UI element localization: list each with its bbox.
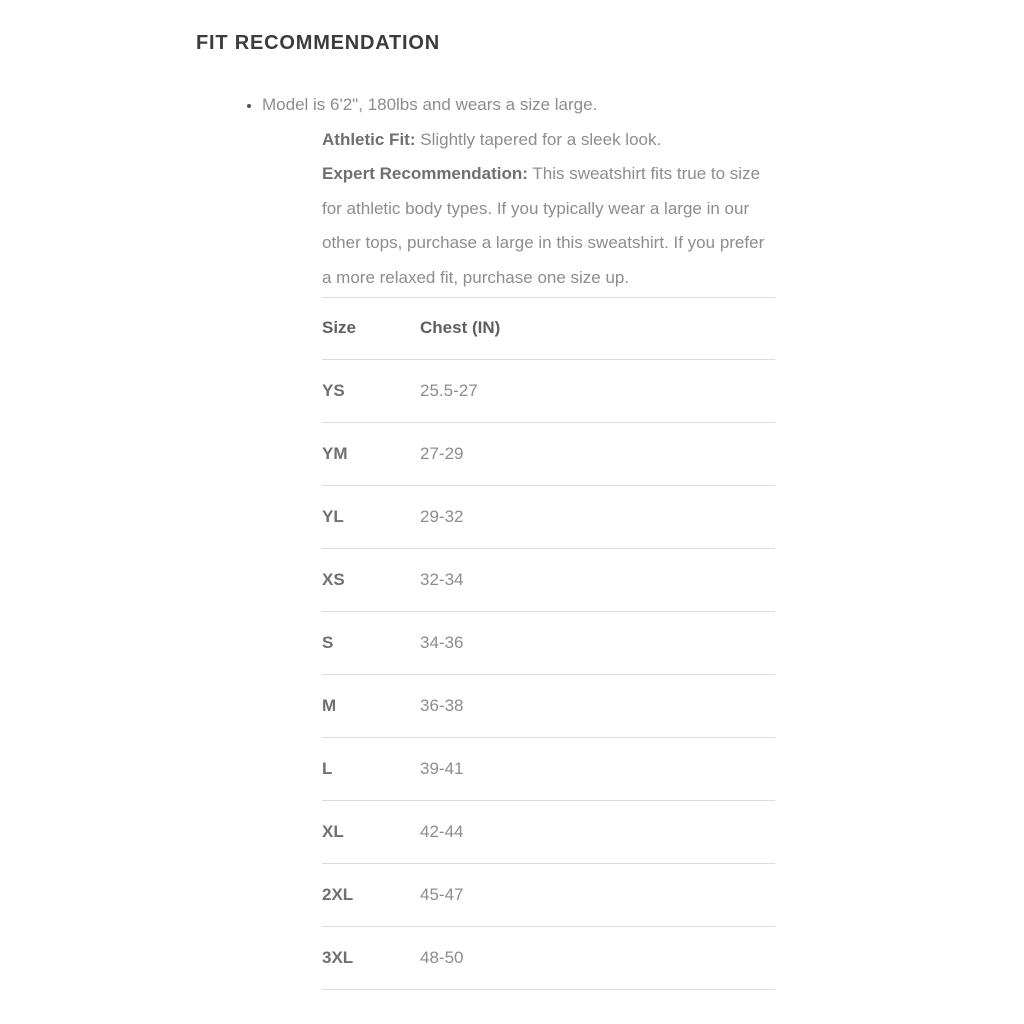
chest-cell: 29-32 [420,486,775,549]
size-cell: 2XL [322,864,420,927]
chest-cell: 48-50 [420,927,775,990]
size-cell: L [322,738,420,801]
column-header-chest: Chest (IN) [420,298,775,360]
header-row [322,298,775,360]
chest-cell: 32-34 [420,549,775,612]
column-header-size: Size [322,298,420,360]
chest-cell: 34-36 [420,612,775,675]
fit-notes-list [196,88,1024,990]
chest-cell: 39-41 [420,738,775,801]
table-row [322,549,775,612]
athletic-fit-label: Athletic Fit: [322,129,416,149]
expert-recommendation-line [322,157,777,295]
section-heading: FIT RECOMMENDATION [196,32,441,54]
size-cell: XS [322,549,420,612]
athletic-fit-line [322,123,777,158]
size-cell: S [322,612,420,675]
table-row [322,927,775,990]
chest-cell: 45-47 [420,864,775,927]
expert-recommendation-label: Expert Recommendation: [322,164,528,183]
table-row [322,864,775,927]
fit-details-block [322,123,777,296]
table-row [322,423,775,486]
table-row [322,486,775,549]
size-chart-header [322,298,775,360]
table-row [322,360,775,423]
size-chart-table [322,297,775,990]
size-chart-body [322,360,775,990]
chest-cell: 42-44 [420,801,775,864]
athletic-fit-text: Slightly tapered for a sleek look. [420,129,662,149]
expert-recommendation-text: This sweatshirt fits true to size for athletic body types. If you typically wear a large in our other tops, purchase a large in this sweatshirt. If you prefer a more relaxed fit, purchase one size up. [322,164,765,287]
model-note-text: Model is 6'2", 180lbs and wears a size large. [262,95,598,114]
size-cell: YS [322,360,420,423]
size-cell: 3XL [322,927,420,990]
chest-cell: 27-29 [420,423,775,486]
table-row [322,675,775,738]
table-row [322,801,775,864]
chest-cell: 36-38 [420,675,775,738]
size-cell: YM [322,423,420,486]
size-cell: XL [322,801,420,864]
list-item [262,88,1024,990]
size-cell: YL [322,486,420,549]
chest-cell: 25.5-27 [420,360,775,423]
table-row [322,738,775,801]
table-row [322,612,775,675]
size-cell: M [322,675,420,738]
